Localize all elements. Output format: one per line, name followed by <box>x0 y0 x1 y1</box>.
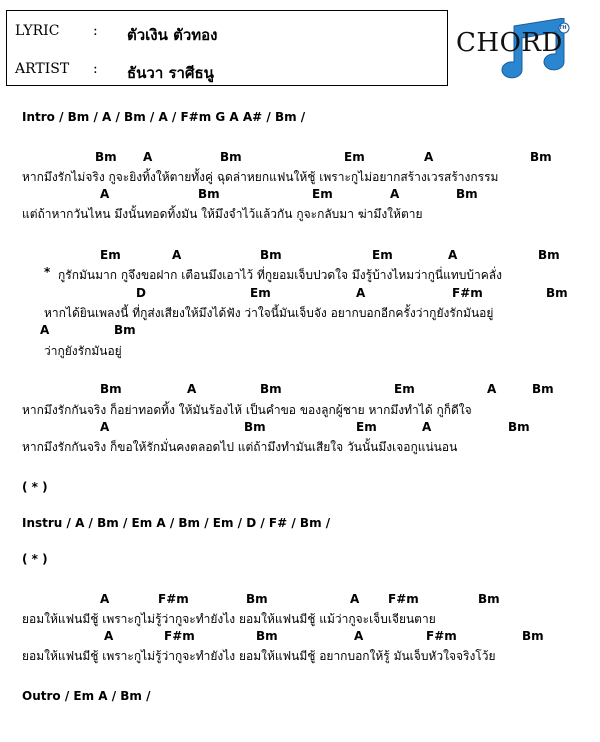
chorus-chords-3 <box>0 323 600 343</box>
chord: A <box>100 592 110 606</box>
chord: A <box>422 420 432 434</box>
verse1-lyric-2: แต่ถ้าหากวันไหน มึงนั้นทอดทิ้งมัน ให้มึงจำไว้แล้วกัน กูจะกลับมา ฆ่ามึงให้ตาย <box>22 207 423 221</box>
verse2-lyric-2: หากมึงรักกันจริง ก็ขอให้รักมั่นคงตลอดไป แต่ถ้ามึงทำมันเสียใจ วันนั้นมึงเจอกูแน่นอน <box>22 440 458 454</box>
chord: A <box>187 382 197 396</box>
chord: Bm <box>246 592 268 606</box>
chord: A <box>143 150 153 164</box>
chord: A <box>104 629 114 643</box>
verse2-lyric-1: หากมึงรักกันจริง ก็อย่าทอดทิ้ง ให้มันร้องไห้ เป็นคำขอ ของลูกผู้ชาย หากมึงทำได้ กูก็ดีใจ <box>22 403 472 417</box>
chorus-repeat-2: ( * ) <box>22 552 48 566</box>
chord: Bm <box>538 248 560 262</box>
logo-badge: TH <box>559 25 567 31</box>
chord: A <box>356 286 366 300</box>
chord: A <box>100 187 110 201</box>
outro-line: Outro / Em A / Bm / <box>22 689 151 703</box>
artist-label: ARTIST <box>15 61 70 77</box>
chord: A <box>487 382 497 396</box>
chord: D <box>136 286 146 300</box>
chorus-marker: * <box>44 265 51 279</box>
verse1-lyric-1: หากมึงรักไม่จริง กูจะยิงทิ้งให้ตายทั้งคู่ ฉุดล่าหยกแฟนให้ชู้ เพราะกูไม่อยากสร้างเวรสร้างกรรม <box>22 170 499 184</box>
chord: A <box>40 323 50 337</box>
chord: Bm <box>546 286 568 300</box>
chord: Em <box>394 382 415 396</box>
chord: Em <box>356 420 377 434</box>
chorus-chords-2 <box>0 286 600 306</box>
chorus-chords-1 <box>0 248 600 268</box>
song-title: ตัวเงิน ตัวทอง <box>127 26 218 44</box>
chord: F#m <box>452 286 483 300</box>
verse1-chords-2 <box>0 187 600 207</box>
chord: Bm <box>95 150 117 164</box>
chord: Bm <box>256 629 278 643</box>
chord: F#m <box>426 629 457 643</box>
chorus-lyric-2: หากได้ยินเพลงนี้ ที่กูส่งเสียงให้มึงได้ฟัง ว่าใจนี้มันเจ็บจัง อยากบอกอีกครั้งว่ากูยังรักมันอยู่ <box>44 306 494 320</box>
chord: Bm <box>198 187 220 201</box>
chord-logo <box>456 18 576 88</box>
chord: A <box>172 248 182 262</box>
chord: Em <box>344 150 365 164</box>
chord: Bm <box>530 150 552 164</box>
chord: Bm <box>532 382 554 396</box>
chorus-lyric-1: กูรักมันมาก กูจึงขอฝาก เตือนมึงเอาไว้ ที่กูยอมเจ็บปวดใจ มึงรู้บ้างไหมว่ากูนี่แทบบ้าคลั่ง <box>58 268 502 282</box>
song-info-box <box>6 10 448 86</box>
intro-line: Intro / Bm / A / Bm / A / F#m G A A# / Bm / <box>22 110 306 124</box>
chorus-lyric-3: ว่ากูยังรักมันอยู่ <box>44 344 122 358</box>
chord: Em <box>372 248 393 262</box>
artist-name: ธันวา ราศีธนู <box>127 64 214 82</box>
chord: A <box>424 150 434 164</box>
chord: Bm <box>100 382 122 396</box>
chord: A <box>100 420 110 434</box>
verse2-chords-2 <box>0 420 600 440</box>
bridge-chords-2 <box>0 629 600 649</box>
verse1-chords-1 <box>0 150 600 170</box>
chord: Bm <box>260 248 282 262</box>
chord: Em <box>250 286 271 300</box>
chord: F#m <box>388 592 419 606</box>
chord: Bm <box>114 323 136 337</box>
chorus-repeat-1: ( * ) <box>22 480 48 494</box>
chord: A <box>350 592 360 606</box>
chord: Em <box>312 187 333 201</box>
chord: Bm <box>260 382 282 396</box>
chord: Bm <box>522 629 544 643</box>
chord: A <box>448 248 458 262</box>
chord: Em <box>100 248 121 262</box>
chord: Bm <box>478 592 500 606</box>
lyric-label: LYRIC <box>15 23 60 39</box>
chord: F#m <box>164 629 195 643</box>
chord: Bm <box>244 420 266 434</box>
logo-text: CHORD <box>456 28 563 58</box>
chord: Bm <box>508 420 530 434</box>
instru-line: Instru / A / Bm / Em A / Bm / Em / D / F# / Bm / <box>22 516 331 530</box>
chord: A <box>390 187 400 201</box>
chord: Bm <box>456 187 478 201</box>
bridge-lyric-1: ยอมให้แฟนมีชู้ เพราะกูไม่รู้ว่ากูจะทำยังไง ยอมให้แฟนมีชู้ แม้ว่ากูจะเจ็บเจียนตาย <box>22 612 436 626</box>
bridge-chords-1 <box>0 592 600 612</box>
chord: Bm <box>220 150 242 164</box>
artist-colon: : <box>93 61 98 77</box>
chord: A <box>354 629 364 643</box>
verse2-chords-1 <box>0 382 600 402</box>
bridge-lyric-2: ยอมให้แฟนมีชู้ เพราะกูไม่รู้ว่ากูจะทำยังไง ยอมให้แฟนมีชู้ อยากบอกให้รู้ มันเจ็บหัวใจจริงโว้ย <box>22 649 496 663</box>
lyric-colon: : <box>93 23 98 39</box>
chord: F#m <box>158 592 189 606</box>
